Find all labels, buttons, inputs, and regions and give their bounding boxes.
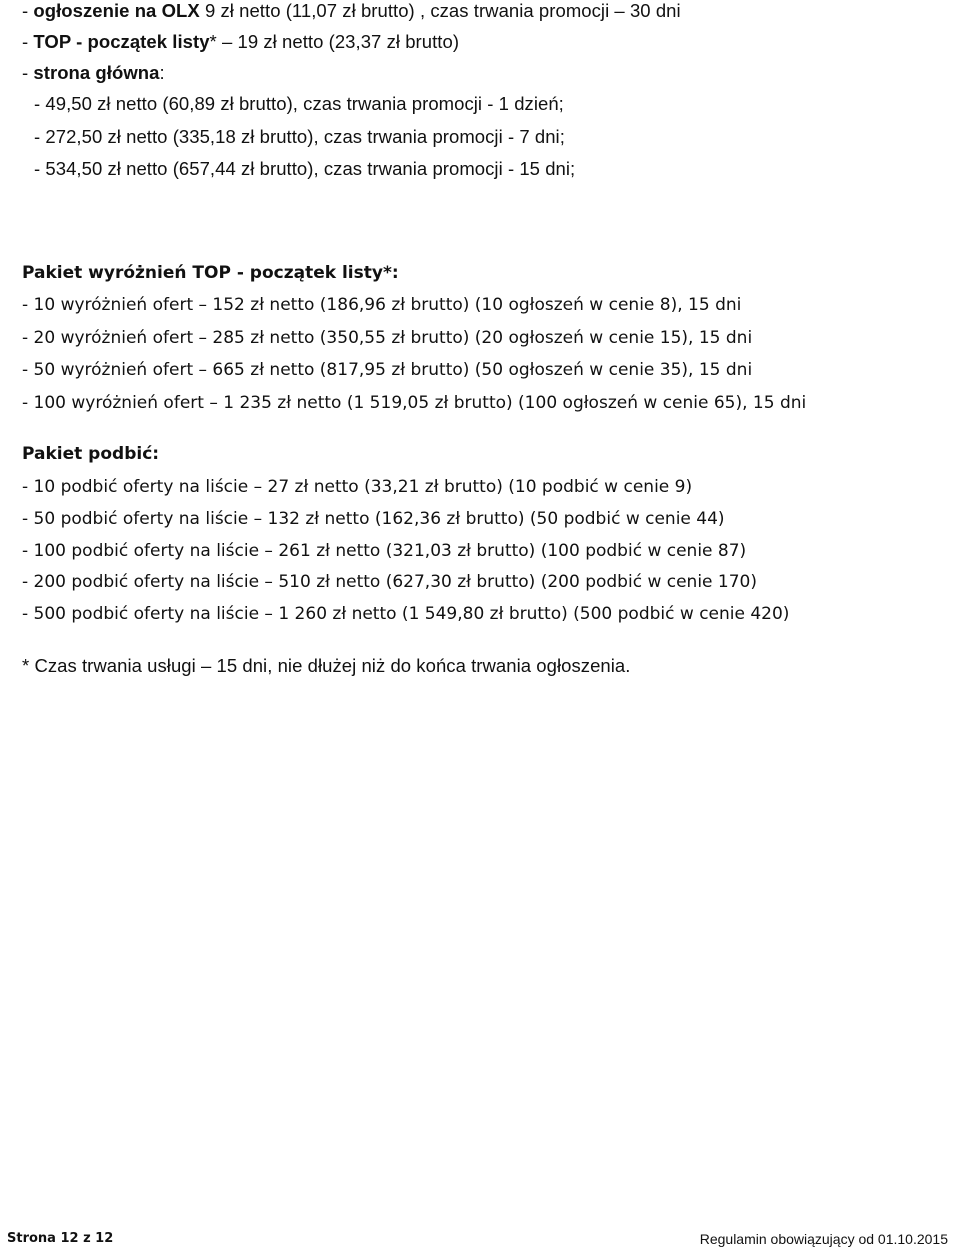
top-package-heading: Pakiet wyróżnień TOP - początek listy*:	[22, 263, 399, 283]
homepage-option: - 49,50 zł netto (60,89 zł brutto), czas trwania promocji - 1 dzień;	[34, 93, 564, 114]
bump-package-item: - 100 podbić oferty na liście – 261 zł netto (321,03 zł brutto) (100 podbić w cenie 87)	[22, 541, 747, 561]
promo-olx-text: 9 zł netto (11,07 zł brutto) , czas trwania promocji – 30 dni	[199, 0, 681, 21]
promo-olx-line: - ogłoszenie na OLX 9 zł netto (11,07 zł brutto) , czas trwania promocji – 30 dni	[22, 0, 681, 21]
homepage-option: - 534,50 zł netto (657,44 zł brutto), czas trwania promocji - 15 dni;	[34, 158, 576, 179]
top-package-item: - 10 wyróżnień ofert – 152 zł netto (186,96 zł brutto) (10 ogłoszeń w cenie 8), 15 dni	[22, 295, 742, 315]
bump-package-item: - 10 podbić oferty na liście – 27 zł netto (33,21 zł brutto) (10 podbić w cenie 9)	[22, 477, 693, 497]
promo-top-text: * – 19 zł netto (23,37 zł brutto)	[209, 31, 460, 52]
top-package-item: - 20 wyróżnień ofert – 285 zł netto (350,55 zł brutto) (20 ogłoszeń w cenie 15), 15 dni	[22, 328, 753, 348]
bump-package-heading: Pakiet podbić:	[22, 444, 160, 464]
bump-package-item: - 500 podbić oferty na liście – 1 260 zł netto (1 549,80 zł brutto) (500 podbić w cenie 420)	[22, 604, 790, 624]
bump-package-item: - 50 podbić oferty na liście – 132 zł netto (162,36 zł brutto) (50 podbić w cenie 44)	[22, 509, 725, 529]
page-number: Strona 12 z 12	[7, 1231, 114, 1246]
regulation-date: Regulamin obowiązujący od 01.10.2015	[699, 1231, 948, 1247]
promo-homepage-label: strona główna	[33, 62, 160, 83]
top-package-item: - 50 wyróżnień ofert – 665 zł netto (817,95 zł brutto) (50 ogłoszeń w cenie 35), 15 dni	[22, 360, 753, 380]
promo-top-line: - TOP - początek listy* – 19 zł netto (23,37 zł brutto)	[22, 31, 460, 52]
promo-top-label: TOP - początek listy	[33, 31, 210, 52]
footnote: * Czas trwania usługi – 15 dni, nie dłużej niż do końca trwania ogłoszenia.	[22, 655, 631, 676]
bump-package-item: - 200 podbić oferty na liście – 510 zł netto (627,30 zł brutto) (200 podbić w cenie 170)	[22, 572, 758, 592]
homepage-option: - 272,50 zł netto (335,18 zł brutto), czas trwania promocji - 7 dni;	[34, 126, 565, 147]
promo-homepage-suffix: :	[159, 62, 165, 83]
promo-olx-label: ogłoszenie na OLX	[33, 0, 200, 21]
top-package-item: - 100 wyróżnień ofert – 1 235 zł netto (1 519,05 zł brutto) (100 ogłoszeń w cenie 65), 15 dni	[22, 393, 807, 413]
promo-homepage-line: - strona główna:	[22, 62, 165, 83]
